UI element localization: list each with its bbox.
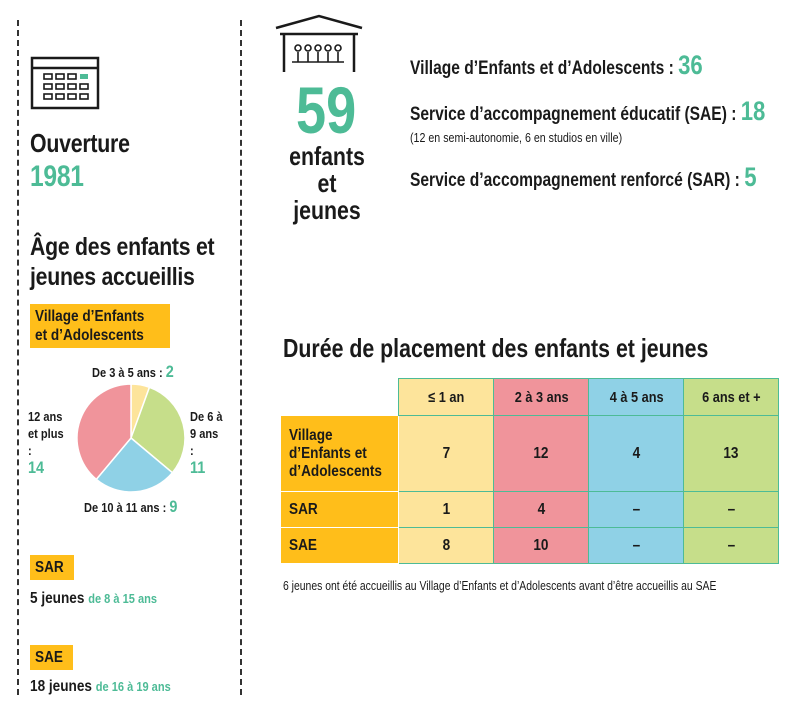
pie-label-6-9: De 6 à 9 ans : 11 [190, 409, 223, 477]
row-header-village: Village d’Enfants et d’Adolescents [281, 416, 399, 492]
sar-tag: SAR [30, 555, 74, 580]
pie-label-12-plus: 12 ans et plus : 14 [28, 409, 64, 477]
divider-middle [240, 20, 242, 695]
sae-tag: SAE [30, 645, 73, 670]
table-cell: – [684, 528, 779, 564]
table-cell: 12 [494, 416, 589, 492]
col-header-3: 4 à 5 ans [589, 379, 684, 416]
duration-table [280, 378, 779, 564]
capacity-label: enfants et jeunes [289, 141, 365, 225]
row-header-sae: SAE [281, 528, 399, 564]
opening-label: Ouverture [30, 128, 130, 158]
table-cell: 13 [684, 416, 779, 492]
table-cell: 8 [399, 528, 494, 564]
table-row [281, 492, 779, 528]
duration-title: Durée de placement des enfants et jeunes [283, 333, 709, 363]
table-cell: 10 [494, 528, 589, 564]
table-row [281, 416, 779, 492]
table-cell: 4 [494, 492, 589, 528]
stat-sae: Service d’accompagnement éducatif (SAE) : 18 [410, 96, 766, 126]
col-header-2: 2 à 3 ans [494, 379, 589, 416]
age-title: Âge des enfants et jeunes accueillis [30, 233, 215, 291]
table-cell: 1 [399, 492, 494, 528]
sar-youths: 5 jeunes de 8 à 15 ans [30, 590, 158, 607]
table-header-row [281, 379, 779, 416]
col-header-4: 6 ans et + [684, 379, 779, 416]
building-icon [272, 14, 366, 74]
stat-village: Village d’Enfants et d’Adolescents : 36 [410, 50, 703, 80]
opening-year: 1981 [30, 160, 84, 193]
table-row [281, 528, 779, 564]
col-header-1: ≤ 1 an [399, 379, 494, 416]
calendar-icon [30, 56, 100, 112]
table-cell: – [589, 492, 684, 528]
table-cell: 4 [589, 416, 684, 492]
village-tag: Village d’Enfants et d’Adolescents [30, 304, 170, 348]
table-cell: 7 [399, 416, 494, 492]
age-pie-chart [75, 382, 187, 494]
pie-label-3-5: De 3 à 5 ans : 2 [92, 362, 174, 381]
stat-sae-note: (12 en semi-autonomie, 6 en studios en ville) [410, 130, 623, 145]
table-corner [281, 379, 399, 416]
table-cell: – [684, 492, 779, 528]
footnote: 6 jeunes ont été accueillis au Village d’Enfants et d’Adolescents avant d’être accueillis au SAE [283, 578, 717, 593]
sae-youths: 18 jeunes de 16 à 19 ans [30, 678, 171, 695]
stat-sar: Service d’accompagnement renforcé (SAR) : 5 [410, 162, 757, 192]
table-cell: – [589, 528, 684, 564]
pie-label-10-11: De 10 à 11 ans : 9 [84, 497, 178, 516]
capacity-number: 59 [296, 73, 357, 147]
row-header-sar: SAR [281, 492, 399, 528]
divider-left [17, 20, 19, 695]
